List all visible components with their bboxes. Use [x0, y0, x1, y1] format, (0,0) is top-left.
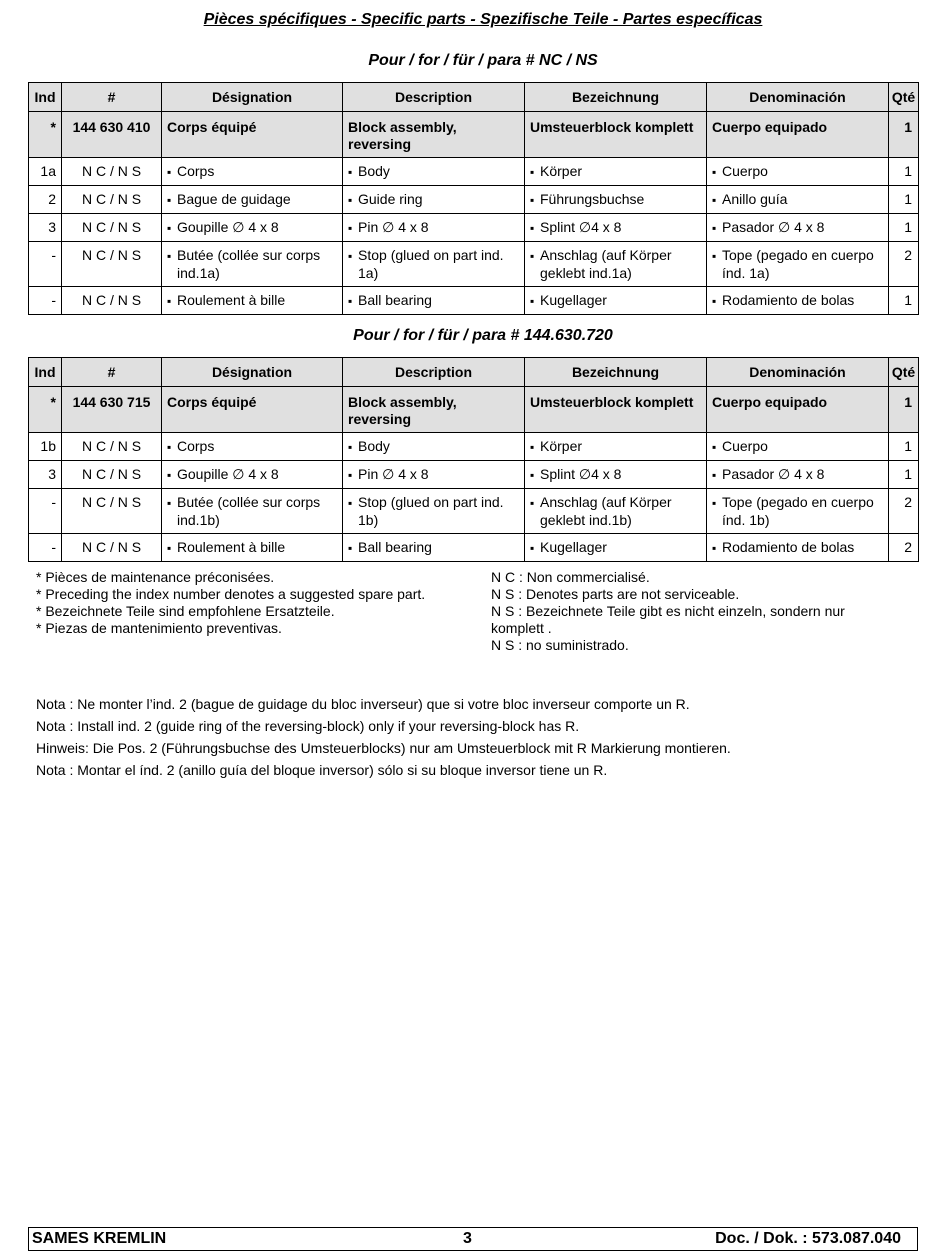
cell-bezeichnung: Umsteuerblock komplett — [525, 112, 707, 158]
cell-designation — [162, 242, 343, 287]
cell-denominacion — [707, 461, 889, 489]
col-header-designation: Désignation — [162, 83, 343, 112]
bulleted-text: ▪ Cuerpo — [712, 438, 885, 456]
bulleted-text: ▪ Tope (pegado en cuerpo índ. 1a) — [712, 247, 885, 282]
nota-line: Nota : Montar el índ. 2 (anillo guía del bloque inversor) sólo si su bloque inversor tiene un R. — [36, 762, 608, 778]
bulleted-text: ▪ Butée (collée sur corps ind.1a) — [167, 247, 339, 282]
col-header-part-number: # — [62, 83, 162, 112]
page-title: Pièces spécifiques - Specific parts - Spezifische Teile - Partes específicas — [203, 11, 763, 28]
bulleted-text: ▪ Pin ∅ 4 x 8 — [348, 219, 521, 237]
parts-table-1 — [28, 82, 919, 315]
cell-denominacion — [707, 287, 889, 315]
cell-bezeichnung — [525, 186, 707, 214]
cell-ind: - — [29, 489, 62, 534]
cell-qty: 1 — [889, 112, 919, 158]
bulleted-text: ▪ Führungsbuchse — [530, 191, 703, 209]
cell-designation — [162, 461, 343, 489]
cell-qty: 2 — [889, 242, 919, 287]
cell-description — [343, 158, 525, 186]
footer-page-number: 3 — [463, 1230, 472, 1247]
section-1-title: Pour / for / für / para # NC / NS — [368, 52, 598, 69]
cell-part-number: N C / N S — [62, 214, 162, 242]
bulleted-text: ▪ Anschlag (auf Körper geklebt ind.1b) — [530, 494, 703, 529]
part-row — [29, 287, 919, 315]
bulleted-text: ▪ Roulement à bille — [167, 292, 339, 310]
cell-part-number: 144 630 410 — [62, 112, 162, 158]
bulleted-text: ▪ Guide ring — [348, 191, 521, 209]
cell-bezeichnung — [525, 214, 707, 242]
cell-designation — [162, 534, 343, 562]
col-header-bezeichnung: Bezeichnung — [525, 83, 707, 112]
part-row — [29, 489, 919, 534]
cell-description — [343, 489, 525, 534]
cell-bezeichnung — [525, 158, 707, 186]
cell-ind: 3 — [29, 214, 62, 242]
col-header-denominacion: Denominación — [707, 83, 889, 112]
bulleted-text: ▪ Ball bearing — [348, 539, 521, 557]
cell-ind: 3 — [29, 461, 62, 489]
cell-bezeichnung — [525, 534, 707, 562]
bulleted-text: ▪ Pasador ∅ 4 x 8 — [712, 466, 885, 484]
cell-designation: Corps équipé — [162, 112, 343, 158]
cell-part-number: N C / N S — [62, 489, 162, 534]
nota-line: Hinweis: Die Pos. 2 (Führungsbuchse des Umsteuerblocks) nur am Umsteuerblock mit R Markierung montieren. — [36, 740, 731, 756]
cell-denominacion: Cuerpo equipado — [707, 387, 889, 433]
col-header-designation: Désignation — [162, 358, 343, 387]
bulleted-text: ▪ Ball bearing — [348, 292, 521, 310]
col-header-description: Description — [343, 358, 525, 387]
bulleted-text: ▪ Goupille ∅ 4 x 8 — [167, 219, 339, 237]
cell-denominacion — [707, 186, 889, 214]
bulleted-text: ▪ Tope (pegado en cuerpo índ. 1b) — [712, 494, 885, 529]
legend-line: N C : Non commercialisé. — [491, 569, 650, 585]
bulleted-text: ▪ Stop (glued on part ind. 1b) — [348, 494, 521, 529]
cell-bezeichnung: Umsteuerblock komplett — [525, 387, 707, 433]
table-header-row — [29, 83, 919, 112]
cell-denominacion — [707, 489, 889, 534]
cell-ind: 1b — [29, 433, 62, 461]
bulleted-text: ▪ Kugellager — [530, 539, 703, 557]
cell-bezeichnung — [525, 287, 707, 315]
col-header-denominacion: Denominación — [707, 358, 889, 387]
cell-part-number: N C / N S — [62, 158, 162, 186]
cell-ind: - — [29, 287, 62, 315]
cell-ind: - — [29, 534, 62, 562]
cell-part-number: N C / N S — [62, 461, 162, 489]
bulleted-text: ▪ Cuerpo — [712, 163, 885, 181]
cell-qty: 1 — [889, 287, 919, 315]
spare-part-notes — [36, 569, 425, 637]
cell-designation: Corps équipé — [162, 387, 343, 433]
col-header-qty: Qté — [889, 83, 919, 112]
cell-bezeichnung — [525, 242, 707, 287]
cell-description — [343, 214, 525, 242]
section-2-title: Pour / for / für / para # 144.630.720 — [353, 327, 613, 344]
cell-bezeichnung — [525, 489, 707, 534]
parts-table-2 — [28, 357, 919, 562]
part-row — [29, 461, 919, 489]
cell-description — [343, 242, 525, 287]
bulleted-text: ▪ Body — [348, 163, 521, 181]
nota-line: Nota : Ne monter l’ind. 2 (bague de guidage du bloc inverseur) que si votre bloc inverseur comporte un R. — [36, 696, 690, 712]
bulleted-text: ▪ Splint ∅4 x 8 — [530, 219, 703, 237]
cell-designation — [162, 287, 343, 315]
cell-qty: 1 — [889, 186, 919, 214]
footer-company: SAMES KREMLIN — [32, 1230, 167, 1247]
bulleted-text: ▪ Butée (collée sur corps ind.1b) — [167, 494, 339, 529]
footer-doc-number: Doc. / Dok. : 573.087.040 — [715, 1230, 901, 1247]
cell-description — [343, 534, 525, 562]
bulleted-text: ▪ Body — [348, 438, 521, 456]
col-header-ind: Ind — [29, 358, 62, 387]
part-row — [29, 433, 919, 461]
cell-designation — [162, 214, 343, 242]
cell-denominacion — [707, 214, 889, 242]
col-header-description: Description — [343, 83, 525, 112]
bulleted-text: ▪ Splint ∅4 x 8 — [530, 466, 703, 484]
cell-designation — [162, 433, 343, 461]
part-row — [29, 158, 919, 186]
legend-line: N S : Bezeichnete Teile gibt es nicht einzeln, sondern nur komplett . — [491, 603, 845, 636]
note-line: * Pièces de maintenance préconisées. — [36, 569, 275, 585]
part-row — [29, 242, 919, 287]
cell-designation — [162, 489, 343, 534]
installation-notes — [36, 693, 916, 781]
col-header-qty: Qté — [889, 358, 919, 387]
cell-qty: 2 — [889, 534, 919, 562]
bulleted-text: ▪ Corps — [167, 163, 339, 181]
part-row — [29, 534, 919, 562]
legend-line: N S : no suministrado. — [491, 637, 629, 653]
bulleted-text: ▪ Anillo guía — [712, 191, 885, 209]
cell-qty: 1 — [889, 461, 919, 489]
cell-part-number: N C / N S — [62, 534, 162, 562]
cell-qty: 2 — [889, 489, 919, 534]
cell-description — [343, 287, 525, 315]
cell-ind: 2 — [29, 186, 62, 214]
nota-line: Nota : Install ind. 2 (guide ring of the reversing-block) only if your reversing-block has R. — [36, 718, 580, 734]
cell-bezeichnung — [525, 433, 707, 461]
col-header-bezeichnung: Bezeichnung — [525, 358, 707, 387]
cell-ind: * — [29, 387, 62, 433]
assembly-row — [29, 387, 919, 433]
part-row — [29, 214, 919, 242]
cell-part-number: N C / N S — [62, 287, 162, 315]
bulleted-text: ▪ Rodamiento de bolas — [712, 292, 885, 310]
cell-denominacion — [707, 433, 889, 461]
cell-ind: - — [29, 242, 62, 287]
col-header-part-number: # — [62, 358, 162, 387]
cell-qty: 1 — [889, 214, 919, 242]
note-line: * Piezas de mantenimiento preventivas. — [36, 620, 282, 636]
col-header-ind: Ind — [29, 83, 62, 112]
bulleted-text: ▪ Bague de guidage — [167, 191, 339, 209]
bulleted-text: ▪ Corps — [167, 438, 339, 456]
cell-denominacion — [707, 534, 889, 562]
cell-description — [343, 433, 525, 461]
legend-line: N S : Denotes parts are not serviceable. — [491, 586, 740, 602]
assembly-row — [29, 112, 919, 158]
part-row — [29, 186, 919, 214]
cell-designation — [162, 158, 343, 186]
cell-part-number: N C / N S — [62, 242, 162, 287]
ncns-legend — [491, 569, 891, 654]
cell-part-number: N C / N S — [62, 433, 162, 461]
bulleted-text: ▪ Pin ∅ 4 x 8 — [348, 466, 521, 484]
cell-part-number: 144 630 715 — [62, 387, 162, 433]
bulleted-text: ▪ Stop (glued on part ind. 1a) — [348, 247, 521, 282]
bulleted-text: ▪ Goupille ∅ 4 x 8 — [167, 466, 339, 484]
cell-qty: 1 — [889, 158, 919, 186]
cell-denominacion: Cuerpo equipado — [707, 112, 889, 158]
bulleted-text: ▪ Rodamiento de bolas — [712, 539, 885, 557]
bulleted-text: ▪ Pasador ∅ 4 x 8 — [712, 219, 885, 237]
cell-ind: 1a — [29, 158, 62, 186]
bulleted-text: ▪ Anschlag (auf Körper geklebt ind.1a) — [530, 247, 703, 282]
bulleted-text: ▪ Kugellager — [530, 292, 703, 310]
cell-bezeichnung — [525, 461, 707, 489]
cell-part-number: N C / N S — [62, 186, 162, 214]
cell-denominacion — [707, 158, 889, 186]
cell-description: Block assembly, reversing — [343, 387, 525, 433]
bulleted-text: ▪ Roulement à bille — [167, 539, 339, 557]
cell-description — [343, 461, 525, 489]
cell-denominacion — [707, 242, 889, 287]
page-footer — [28, 1227, 918, 1251]
table-header-row — [29, 358, 919, 387]
cell-description: Block assembly, reversing — [343, 112, 525, 158]
cell-qty: 1 — [889, 433, 919, 461]
note-line: * Preceding the index number denotes a suggested spare part. — [36, 586, 426, 602]
note-line: * Bezeichnete Teile sind empfohlene Ersatzteile. — [36, 603, 335, 619]
cell-qty: 1 — [889, 387, 919, 433]
cell-ind: * — [29, 112, 62, 158]
bulleted-text: ▪ Körper — [530, 163, 703, 181]
cell-description — [343, 186, 525, 214]
cell-designation — [162, 186, 343, 214]
bulleted-text: ▪ Körper — [530, 438, 703, 456]
